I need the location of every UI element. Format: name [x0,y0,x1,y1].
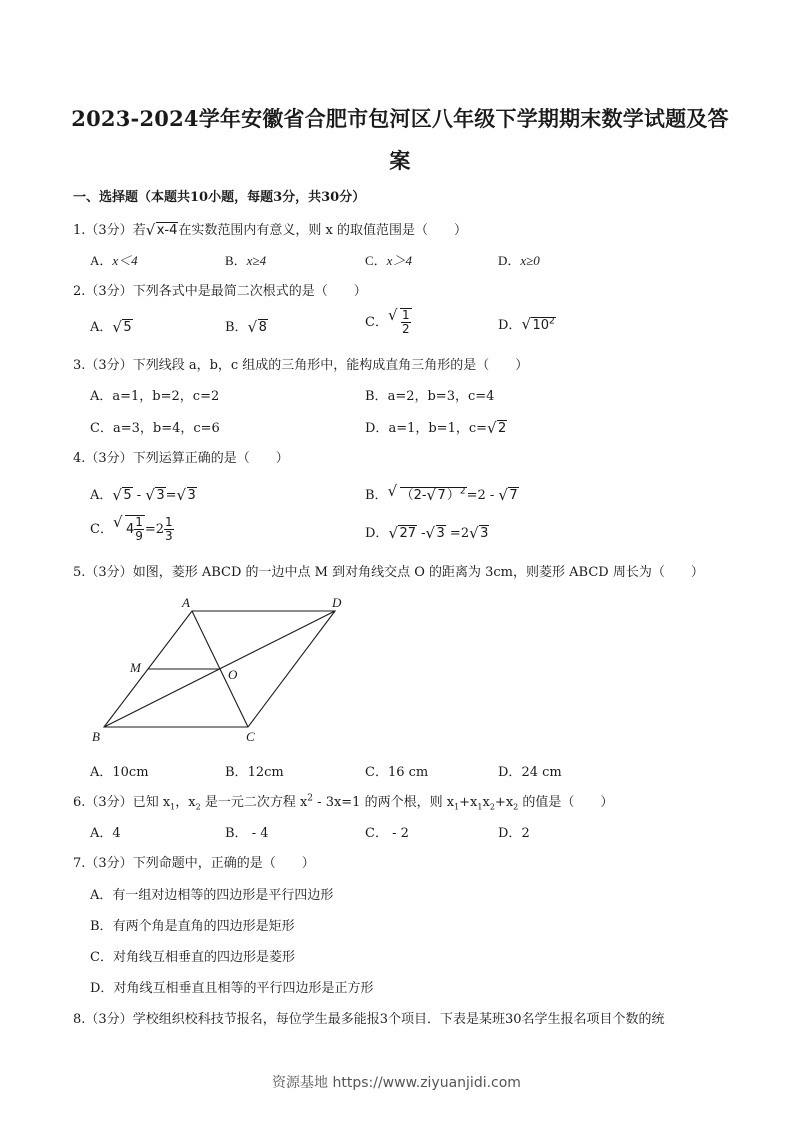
sqrt-expression [146,223,179,238]
sqrt-fraction-expression: √ $\frac{1}{2}$ [388,308,412,336]
document-title-line-1: 2023-2024学年安徽省合肥市包河区八年级下学期期末数学试题及答 [71,106,729,131]
question-1-option-b: B．x≥4 [225,253,267,268]
radicand: x-4 [156,223,178,238]
question-5-option-b: B．12cm [225,765,284,780]
question-number: 1. [73,223,86,238]
question-6-option-b: B． - 4 [225,826,269,841]
question-score: （3分） [85,223,133,238]
question-8-stem: 8.（3分）学校组织校科技节报名，每位学生最多能报3个项目．下表是某班30名学生报名项目个数的统 [73,1012,665,1027]
stem-text: 在实数范围内有意义，则 x 的取值范围是（ ） [178,223,467,238]
question-7-stem: 7.（3分）下列命题中，正确的是（ ） [73,856,315,871]
question-2-option-d: D． √ $10^2$ [498,314,556,333]
question-5-option-a: A．10cm [90,765,149,780]
question-5-option-c: C．16 cm [365,765,429,780]
question-3-option-b: B．a=2，b=3，c=4 [365,389,495,404]
question-3-stem: 3.（3分）下列线段 a，b，c 组成的三角形中，能构成直角三角形的是（ ） [73,358,529,373]
question-6-option-c: C． - 2 [365,826,409,841]
point-label-o: O [228,667,238,682]
question-1-stem [73,219,467,238]
point-label-a: A [182,595,190,610]
question-7-option-b: B．有两个角是直角的四边形是矩形 [90,919,295,934]
question-2-option-a: A． √ 5 [90,316,133,335]
question-2-stem: 2.（3分）下列各式中是最简二次根式的是（ ） [73,284,367,299]
question-1-option-c: C．x＞4 [365,253,412,268]
question-3-option-d: D．a=1，b=1，c= √ 2 [365,417,507,436]
sqrt-expression: √ $10^2$ [521,317,555,333]
question-3-option-c: C．a=3，b=4，c=6 [90,421,220,436]
section-heading: 一、选择题（本题共10小题，每题3分，共30分） [73,190,366,205]
document-title-line-2: 案 [389,148,411,173]
question-2-option-b: B． √ 8 [225,316,268,335]
question-4-stem: 4.（3分）下列运算正确的是（ ） [73,451,289,466]
sqrt-expression: √ 2 [487,421,507,436]
question-1-option-d: D．x≥0 [498,253,540,268]
sqrt-expression: √ 5 [112,320,132,335]
question-4-option-c: C． √ 4 $\frac{1}{9}$ =2 $\frac{1}{3}$ [90,515,174,543]
question-1-option-a: A．x＜4 [90,253,138,268]
question-5-stem: 5.（3分）如图，菱形 ABCD 的一边中点 M 到对角线交点 O 的距离为 3cm，则菱形 ABCD 周长为（ ） [73,565,704,580]
question-7-option-d: D．对角线互相垂直且相等的平行四边形是正方形 [90,981,374,996]
question-6-option-d: D．2 [498,826,530,841]
footer-watermark: 资源基地 https://www.ziyuanjidi.com [272,1075,521,1091]
question-7-option-c: C．对角线互相垂直的四边形是菱形 [90,950,295,965]
stem-text: 若 [132,223,146,238]
question-4-option-a: A． √ 5 - √ 3= √ 3 [90,484,197,503]
question-7-option-a: A．有一组对边相等的四边形是平行四边形 [90,888,334,903]
question-2-option-c: C． √ $\frac{1}{2}$ [365,308,412,336]
point-label-c: C [246,729,255,744]
question-3-option-a: A．a=1，b=2，c=2 [90,389,220,404]
sqrt-expression: √ 8 [248,320,268,335]
question-5-option-d: D．24 cm [498,765,562,780]
point-label-d: D [332,595,342,610]
question-4-option-d: D． √ 27 - √ 3 =2 √ 3 [365,522,489,541]
point-label-b: B [92,729,100,744]
rhombus-figure [85,590,365,750]
question-6-option-a: A．4 [90,826,121,841]
point-label-m: M [130,660,141,675]
question-4-option-b: B． √ （2- √ 7）$^2$=2 - √ 7 [365,484,519,503]
question-6-stem: 6.（3分）已知 $x_1$，$x_2$ 是一元二次方程 $x^2 - 3x=1$ 的两个根，则 $x_1+x_1x_2+x_2$ 的值是（ ） [73,793,614,812]
